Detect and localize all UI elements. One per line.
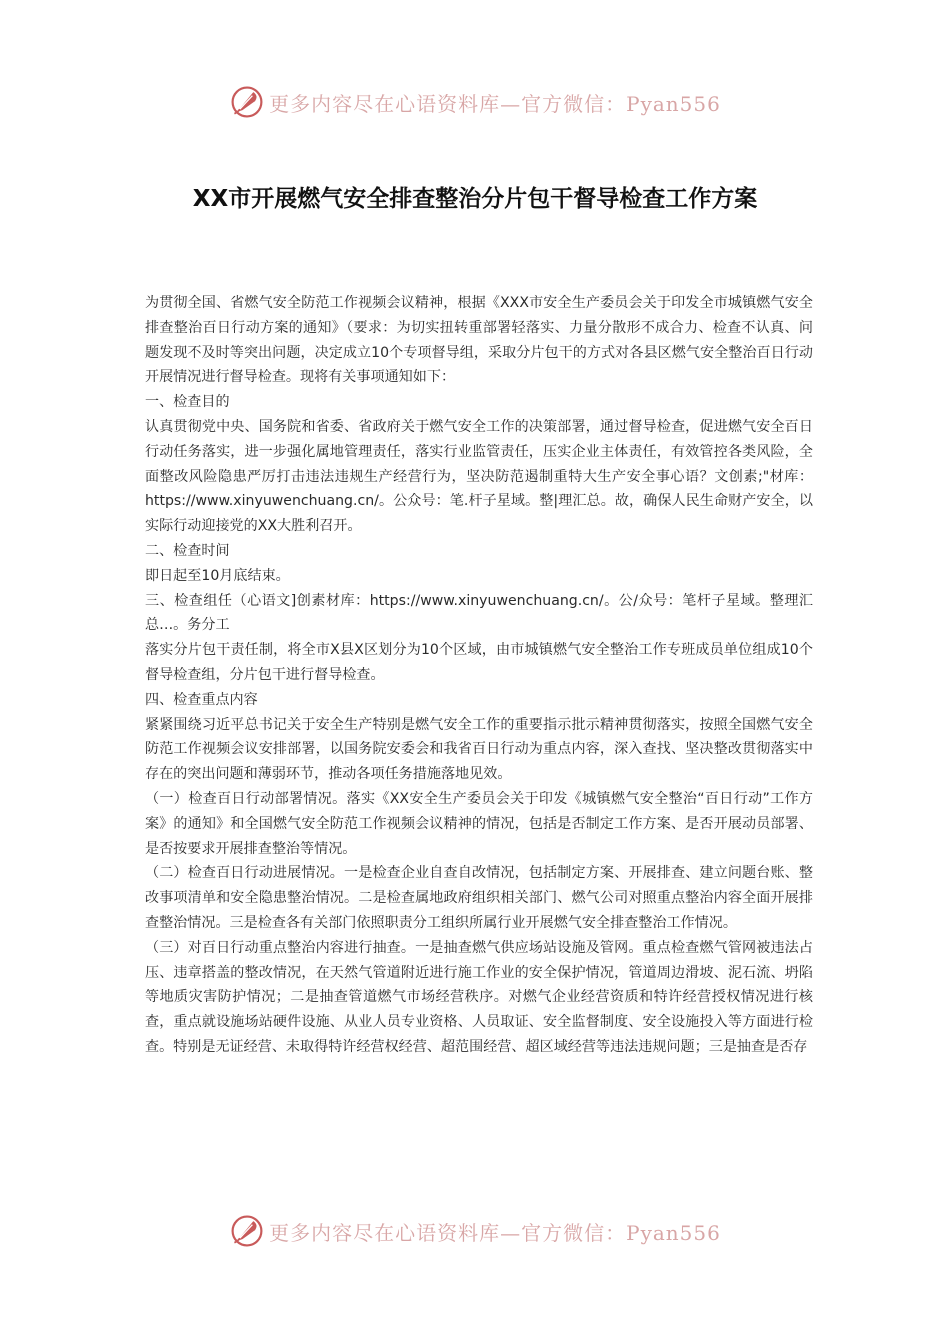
banner-text: 更多内容尽在心语资料库—官方微信：Pyan556 <box>269 91 721 116</box>
section-heading: 三、检查组任（心语文]创素材库：https://www.xinyuwenchuang.cn/。公/众号：笔杆子星域。整理汇总…。务分工 <box>145 592 813 634</box>
document-title: XX市开展燃气安全排查整治分片包干督导检查工作方案 <box>192 186 758 212</box>
feather-pen-logo-icon <box>229 84 265 120</box>
body-paragraph: （二）检查百日行动进展情况。一是检查企业自查自改情况，包括制定方案、开展排查、建立问题台账、整改事项清单和安全隐患整治情况。二是检查属地政府组织相关部门、燃气公司对照重点整治内容全面开展排查整治情况。三是检查各有关部门依照职责分工组织所属行业开展燃气安全排查整治工作情况。 <box>145 865 813 931</box>
document-body <box>145 291 813 1060</box>
body-paragraph: 认真贯彻党中央、国务院和省委、省政府关于燃气安全工作的决策部署，通过督导检查，促进燃气安全百日行动任务落实，进一步强化属地管理责任，落实行业监管责任，压实企业主体责任，有效管控各类风险，全面整改风险隐患严厉打击违法违规生产经营行为，坚决防范遏制重特大生产安全事心语？文创素;"材库：https://www.xinyuwenchuang.cn/。公众号：笔.杆子星域。整|理汇总。故，确保人民生命财产安全，以实际行动迎接党的XX大胜利召开。 <box>145 418 813 535</box>
section-heading: 一、检查目的 <box>145 394 230 411</box>
body-paragraph: 紧紧围绕习近平总书记关于安全生产特别是燃气安全工作的重要指示批示精神贯彻落实，按照全国燃气安全防范工作视频会议安排部署，以国务院安委会和我省百日行动为重点内容，深入查找、坚决整改贯彻落实中存在的突出问题和薄弱环节，推动各项任务措施落地见效。 <box>145 716 813 783</box>
body-paragraph: （三）对百日行动重点整治内容进行抽查。一是抽查燃气供应场站设施及管网。重点检查燃气管网被违法占压、违章搭盖的整改情况，在天然气管道附近进行施工作业的安全保护情况，管道周边滑坡、泥石流、坍陷等地质灾害防护情况；二是抽查管道燃气市场经营秩序。对燃气企业经营资质和特许经营授权情况进行核查，重点就设施场站硬件设施、从业人员专业资格、人员取证、安全监督制度、安全设施投入等方面进行检查。特别是无证经营、未取得特许经营权经营、超范围经营、超区域经营等违法违规问题；三是抽查是否存 <box>145 939 813 1055</box>
body-paragraph: 落实分片包干责任制，将全市X县X区划分为10个区域，由市城镇燃气安全整治工作专班成员单位组成10个督导检查组，分片包干进行督导检查。 <box>145 642 813 683</box>
intro-paragraph: 为贯彻全国、省燃气安全防范工作视频会议精神，根据《XXX市安全生产委员会关于印发全市城镇燃气安全排查整治百日行动方案的通知》（要求：为切实扭转重部署轻落实、力量分散形不成合力、检查不认真、问题发现不及时等突出问题，决定成立10个专项督导组，采取分片包干的方式对各县区燃气安全整治百日行动开展情况进行督导检查。现将有关事项通知如下： <box>145 295 813 386</box>
section-heading: 二、检查时间 <box>145 542 230 559</box>
body-paragraph: （一）检查百日行动部署情况。落实《XX安全生产委员会关于印发《城镇燃气安全整治“百日行动”工作方案》的通知》和全国燃气安全防范工作视频会议精神的情况，包括是否制定工作方案、是否开展动员部署、是否按要求开展排查整治等情况。 <box>145 790 813 857</box>
feather-pen-logo-icon <box>229 1213 265 1249</box>
banner-text: 更多内容尽在心语资料库—官方微信：Pyan556 <box>269 1220 721 1245</box>
footer-watermark-banner <box>0 1209 950 1253</box>
header-watermark-banner <box>0 80 950 124</box>
section-heading: 四、检查重点内容 <box>145 691 258 708</box>
body-paragraph: 即日起至10月底结束。 <box>145 567 290 584</box>
